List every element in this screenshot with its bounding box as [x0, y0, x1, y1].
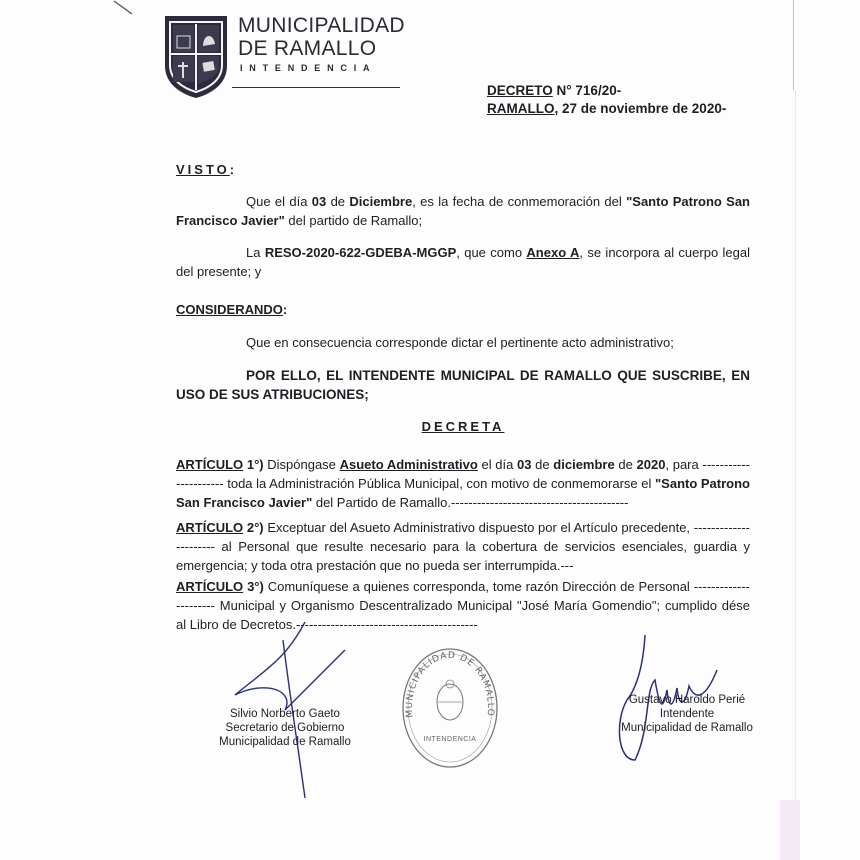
right-signer-org: Municipalidad de Ramallo: [621, 722, 753, 734]
right-signature-block: [612, 693, 762, 735]
decree-label: DECRETO: [487, 83, 553, 98]
left-signer-name: Silvio Norberto Gaeto: [230, 708, 340, 720]
por-ello-paragraph: POR ELLO, EL INTENDENTE MUNICIPAL DE RAMALLO QUE SUSCRIBE, EN USO DE SUS ATRIBUCIONES;: [176, 368, 750, 402]
letterhead-title: [238, 14, 405, 60]
right-signer-name: Gustavo Haroldo Perié: [628, 694, 746, 706]
considerando-section: CONSIDERANDO: Que en consecuencia corresponde dictar el pertinente acto administrativo; POR ELLO, EL INTENDENTE MUNICIPAL DE RAMALLO QUE SUSCRIBE, EN USO DE SUS ATRIBUCIONES;: [176, 302, 750, 402]
left-signer-org: Municipalidad de Ramallo: [219, 736, 351, 748]
decree-number-line: [487, 82, 726, 100]
letterhead-rule: [232, 87, 400, 88]
visto-paragraph-1: Que el día 03 de Diciembre, es la fecha de conmemoración del "Santo Patrono San Francisco Javier" del partido de Ramallo;: [176, 194, 750, 228]
considerando-paragraph: Que en consecuencia corresponde dictar el pertinente acto administrativo;: [246, 335, 674, 350]
page-edge-line: [793, 0, 794, 90]
scan-pen-mark: [112, 0, 134, 16]
scan-tint: [780, 800, 800, 860]
stamp-bottom-text: INTENDENCIA: [423, 736, 477, 743]
article-1-label: ARTÍCULO: [176, 457, 244, 472]
letterhead-title-line2: DE RAMALLO: [238, 37, 377, 60]
municipal-crest-icon: [163, 14, 229, 100]
article-1: ARTÍCULO 1°) Dispóngase Asueto Administrativo el día 03 de diciembre de 2020, para ---------------------- toda la Administración Pública Municipal, con motivo de conmemorarse el "Santo Patrono San Francisco Javier" del Partido de Ramallo.-----------------------------------------: [176, 457, 751, 510]
letterhead-title-line1: MUNICIPALIDAD: [238, 14, 405, 37]
decree-place: RAMALLO: [487, 101, 555, 116]
official-stamp: [400, 646, 500, 770]
page-edge-line-faint: [795, 90, 796, 860]
visto-heading: VISTO: [176, 162, 230, 177]
left-signer-role: Secretario de Gobierno: [225, 722, 345, 734]
left-signature-block: [210, 707, 360, 749]
decree-date: , 27 de noviembre de 2020-: [554, 101, 727, 116]
visto-paragraph-2: La RESO-2020-622-GDEBA-MGGP, que como Anexo A, se incorpora al cuerpo legal del presente; y: [176, 245, 750, 279]
decree-number: N° 716/20-: [552, 83, 622, 98]
letterhead-subtitle: INTENDENCIA: [240, 63, 377, 73]
visto-section: VISTO: Que el día 03 de Diciembre, es la fecha de conmemoración del "Santo Patrono San Francisco Javier" del partido de Ramallo; La RESO-2020-622-GDEBA-MGGP, que como Anexo A, se incorpora al cuerpo legal del presente; y: [176, 162, 750, 279]
decree-header: [487, 82, 726, 118]
article-2-label: ARTÍCULO: [176, 520, 244, 535]
article-3-label: ARTÍCULO: [176, 579, 244, 594]
considerando-heading: CONSIDERANDO: [176, 302, 283, 317]
decree-date-line: [487, 100, 726, 118]
article-2: ARTÍCULO 2°) Exceptuar del Asueto Administrativo dispuesto por el Artículo precedente, ---------------------- al Personal que resulte necesario para la cobertura de servicios esenciales, guardia y emergencia; y toda otra prestación que no pueda ser interrumpida.---: [176, 520, 751, 573]
svg-text:MUNICIPALIDAD DE RAMALLO: MUNICIPALIDAD DE RAMALLO: [404, 650, 496, 718]
decreta-heading: DECRETA: [421, 419, 505, 434]
right-signer-role: Intendente: [659, 708, 715, 720]
article-3: ARTÍCULO 3°) Comuníquese a quienes corresponda, tome razón Dirección de Personal ---------------------- Municipal y Organismo Descentralizado Municipal "José María Gomendio"; cumplido dése al Libro de Decretos.------------------------------------------: [176, 579, 750, 632]
